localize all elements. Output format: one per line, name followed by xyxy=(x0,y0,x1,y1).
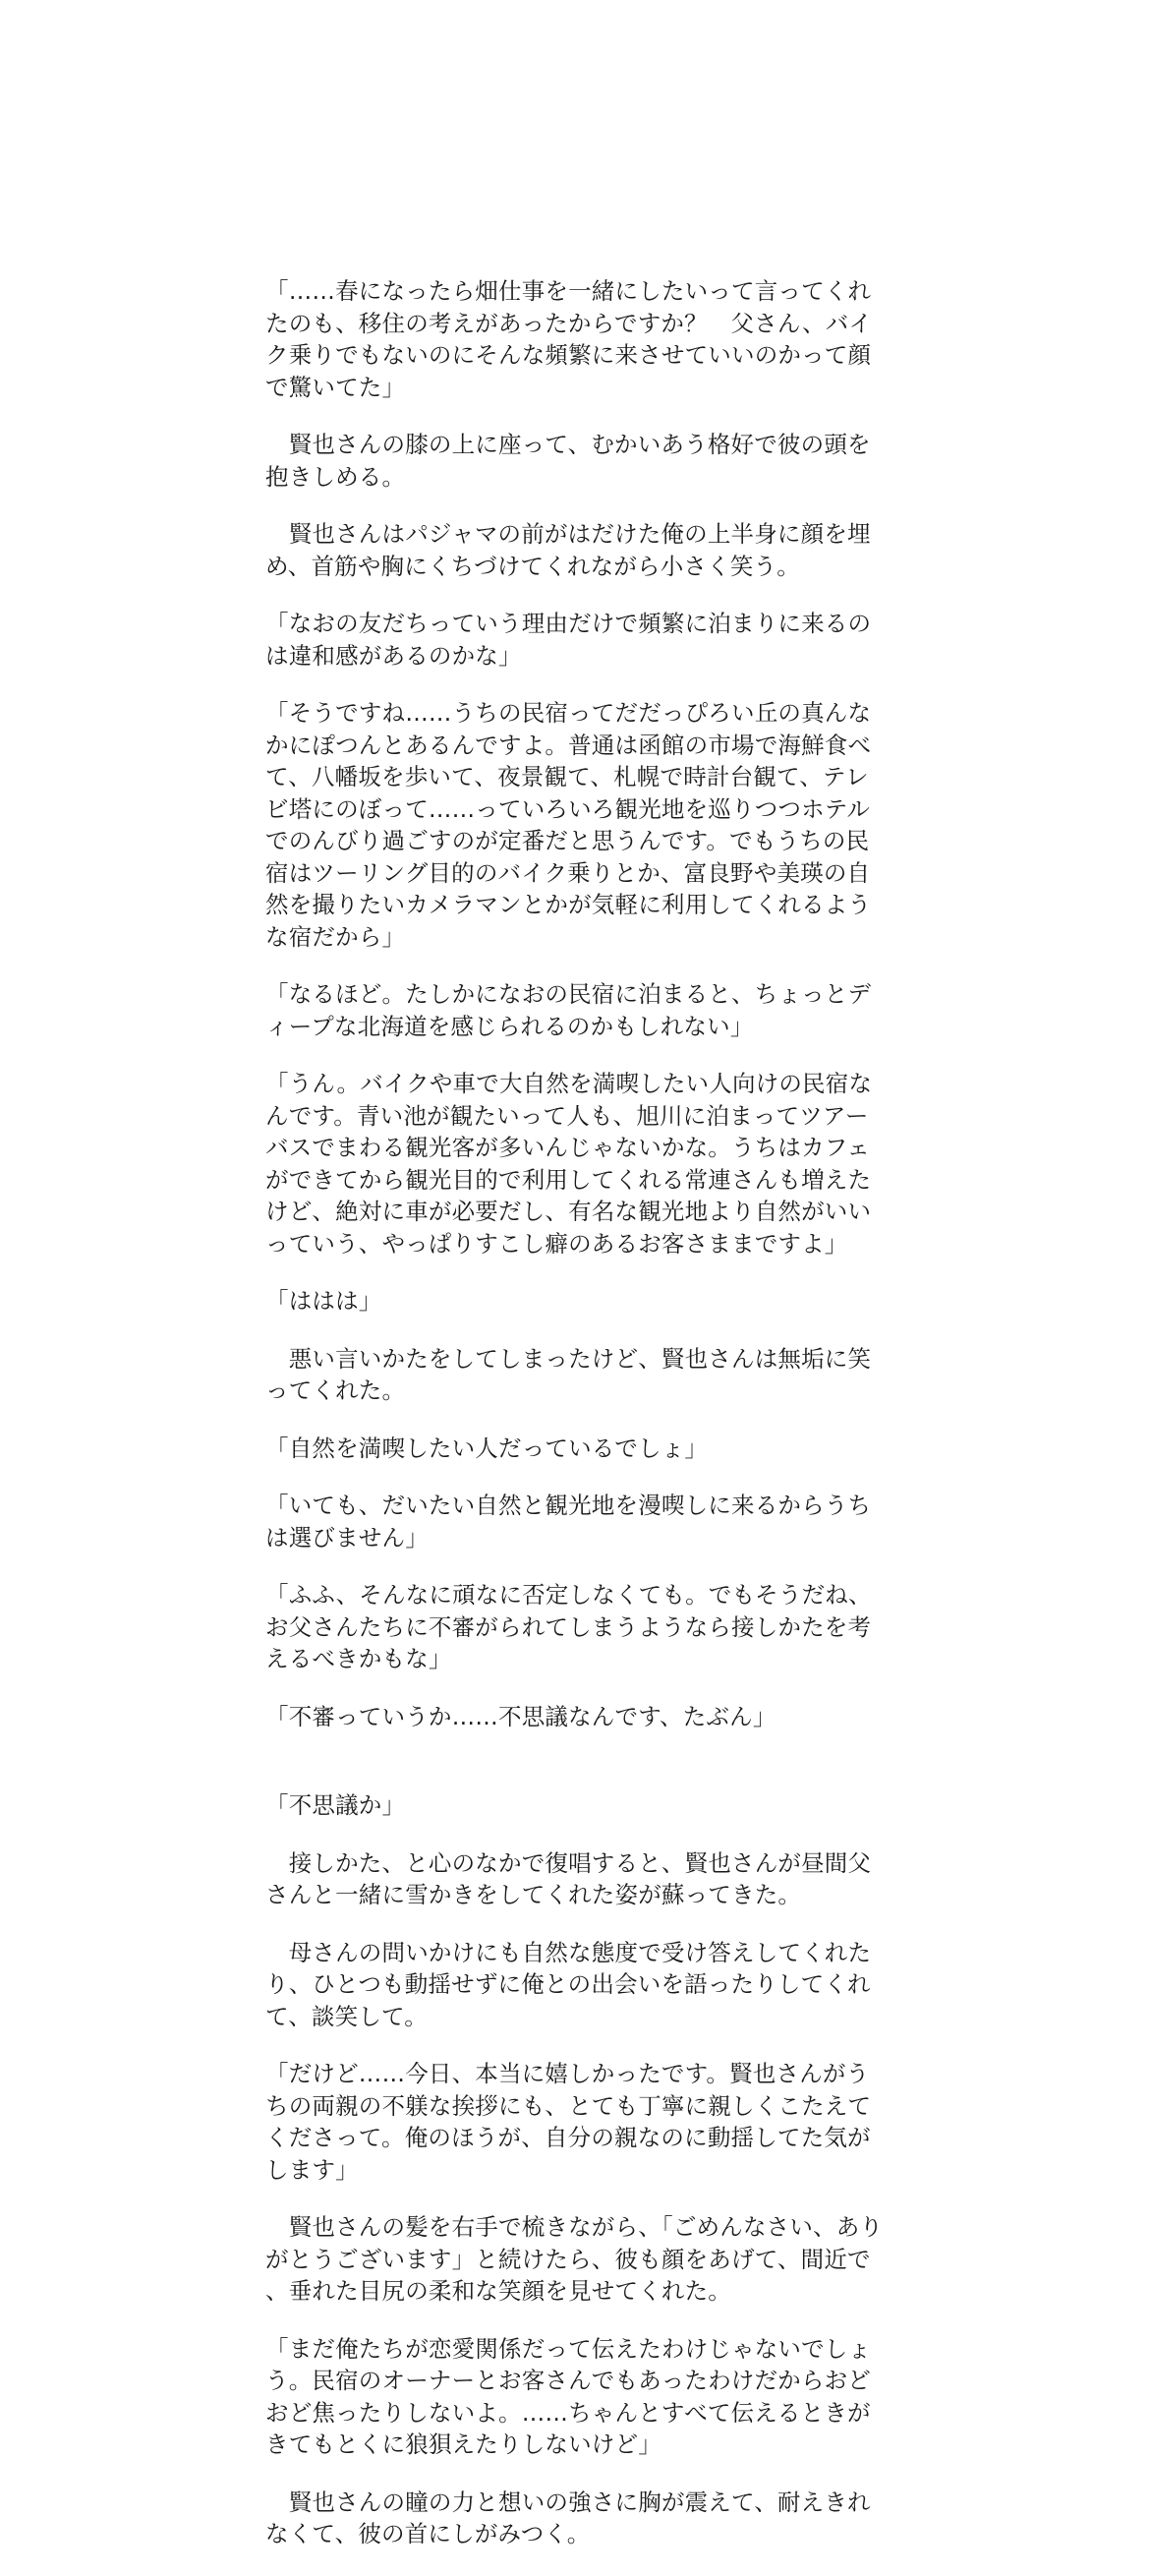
paragraph: 賢也さんはパジャマの前がはだけた俺の上半身に顔を埋め、首筋や胸にくちづけてくれながら小さく笑う。 xyxy=(265,520,871,580)
paragraph: 賢也さんの瞳の力と想いの強さに胸が震えて、耐えきれなくて、彼の首にしがみつく。 xyxy=(265,2488,871,2547)
paragraph: 「うん。バイクや車で大自然を満喫したい人向けの民宿なんです。青い池が観たいって人も、旭川に泊まってツアーバスでまわる観光客が多いんじゃないかな。うちはカフェができてから観光目的で利用してくれる常連さんも増えたけど、絶対に車が必要だし、有名な観光地より自然がいいっていう、やっぱりすこし癖のあるお客さままですよ」 xyxy=(265,1070,873,1258)
paragraph: 「不思議か」 xyxy=(265,1791,406,1819)
paragraph: 「ふふ、そんなに頑なに否定しなくても。でもそうだね、お父さんたちに不審がられてしまうようなら接しかたを考えるべきかもな」 xyxy=(265,1581,872,1672)
paragraph: 「……春になったら畑仕事を一緒にしたいって言ってくれたのも、移住の考えがあったからですか？ 父さん、バイク乗りでもないのにそんな頻繁に来させていいのかって顔で驚いてた」 xyxy=(265,277,873,401)
paragraph: 接しかた、と心のなかで復唱すると、賢也さんが昼間父さんと一緒に雪かきをしてくれた姿が蘇ってきた。 xyxy=(265,1848,872,1908)
paragraph: 賢也さんの髪を右手で梳きながら、「ごめんなさい、ありがとうございます」と続けたら、彼も顔をあげて、間近で、垂れた目尻の柔和な笑顔を見せてくれた。 xyxy=(265,2213,884,2305)
novel-text xyxy=(265,275,885,2576)
paragraph: 賢也さんの膝の上に座って、むかいあう格好で彼の頭を抱きしめる。 xyxy=(265,431,871,491)
paragraph: 「そうですね……うちの民宿ってだだっぴろい丘の真んなかにぽつんとあるんですよ。普通は函館の市場で海鮮食べて、八幡坂を歩いて、夜景観て、札幌で時計台観て、テレビ塔にのぼって……っていろいろ観光地を巡りつつホテルでのんびり過ごすのが定番だと思うんです。でもうちの民宿はツーリング目的のバイク乗りとか、富良野や美瑛の自然を撮りたいカメラマンとかが気軽に利用してくれるような宿だから」 xyxy=(265,699,872,951)
paragraph: 悪い言いかたをしてしまったけど、賢也さんは無垢に笑ってくれた。 xyxy=(265,1344,872,1404)
paragraph: 「なおの友だちっていう理由だけで頻繁に泊まりに来るのは違和感があるのかな」 xyxy=(265,610,872,670)
paragraph: 「だけど……今日、本当に嬉しかったです。賢也さんがうちの両親の不躾な挨拶にも、とても丁寧に親しくこたえてくださって。俺のほうが、自分の親なのに動揺してた気がします」 xyxy=(265,2060,872,2184)
paragraph: 「不審っていうか……不思議なんです、たぶん」 xyxy=(265,1702,776,1730)
paragraph: 母さんの問いかけにも自然な態度で受け答えしてくれたり、ひとつも動揺せずに俺との出会いを語ったりしてくれて、談笑して。 xyxy=(265,1938,872,2030)
paragraph: 「まだ俺たちが恋愛関係だって伝えたわけじゃないでしょう。民宿のオーナーとお客さんでもあったわけだからおどおど焦ったりしないよ。……ちゃんとすべて伝えるときがきてもとくに狼狽えたりしないけど」 xyxy=(265,2334,872,2458)
paragraph: 「いても、だいたい自然と観光地を漫喫しに来るからうちは選びません」 xyxy=(265,1492,872,1551)
paragraph: 「自然を満喫したい人だっているでしょ」 xyxy=(265,1434,709,1462)
paragraph: 「なるほど。たしかになおの民宿に泊まると、ちょっとディープな北海道を感じられるのかもしれない」 xyxy=(265,980,872,1040)
paragraph: 「ははは」 xyxy=(265,1287,382,1315)
